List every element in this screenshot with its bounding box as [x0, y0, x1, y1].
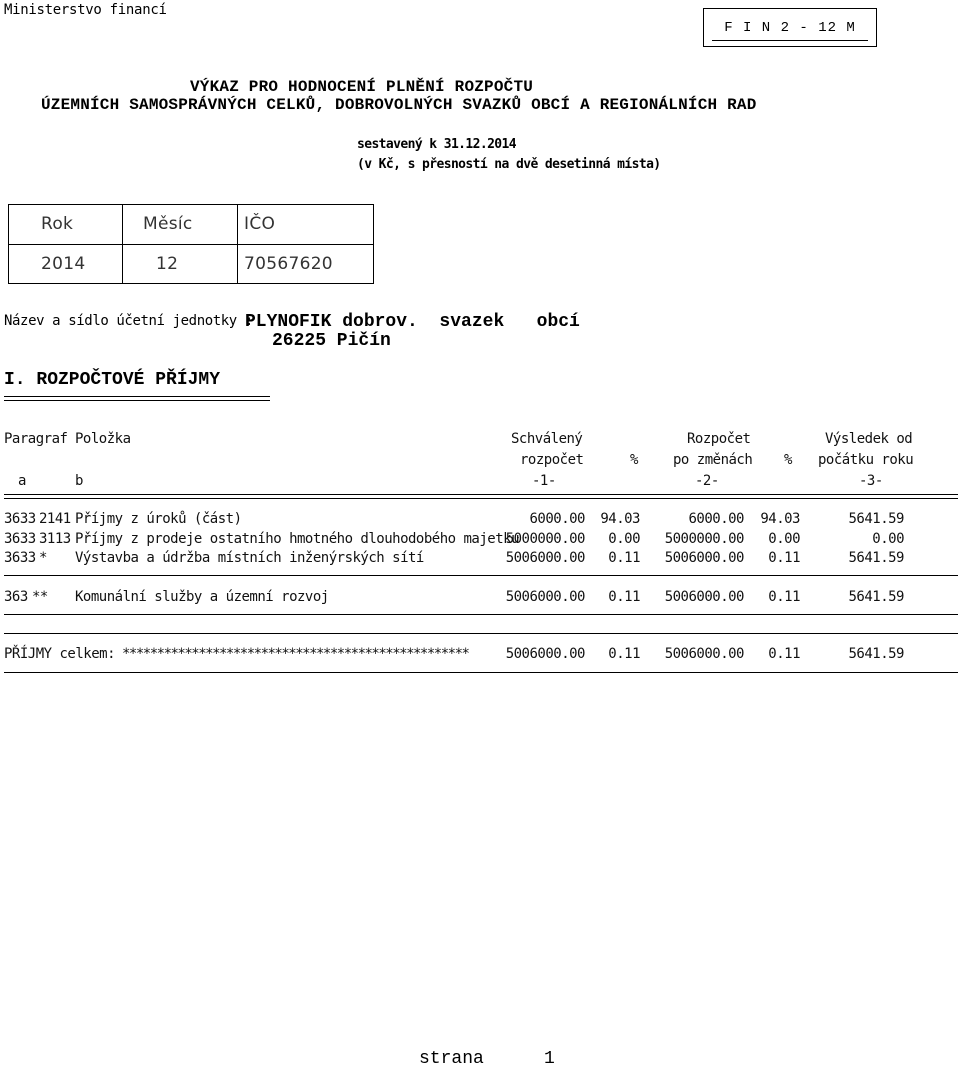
row-pct1: 0.00 [608, 531, 640, 547]
row-polozka: 2141 [39, 511, 71, 527]
col-header-schvaleny-3: -1- [532, 473, 556, 489]
page-label: strana [419, 1049, 484, 1069]
grand-total-stars: ************************************************** [122, 646, 469, 662]
grand-vysledek: 5641.59 [848, 646, 904, 662]
row-polozka: * [39, 550, 47, 566]
section-title: I. ROZPOČTOVÉ PŘÍJMY [4, 370, 221, 390]
period-table [8, 204, 374, 284]
section-underline [4, 400, 270, 401]
row-pct2: 0.00 [768, 531, 800, 547]
row-schvaleny: 5000000.00 [505, 531, 585, 547]
row-rule [4, 575, 958, 576]
row-text: Výstavba a údržba místních inženýrských sítí [75, 550, 424, 566]
period-ico-value: 70567620 [244, 254, 333, 274]
ministry-name: Ministerstvo financí [4, 2, 167, 18]
row-text: Příjmy z úroků (část) [75, 511, 242, 527]
col-header-schvaleny-2: rozpočet [520, 452, 584, 468]
row-text: Příjmy z prodeje ostatního hmotného dlouhodobého majetku [75, 531, 520, 547]
row-paragraf: 3633 [4, 511, 36, 527]
row-upraveny: 5000000.00 [664, 531, 744, 547]
period-year-label: Rok [41, 214, 74, 234]
row-pct2: 0.11 [768, 550, 800, 566]
row-schvaleny: 5006000.00 [505, 550, 585, 566]
form-code-underline [712, 40, 868, 41]
row-paragraf: 3633 [4, 550, 36, 566]
row-pct1: 94.03 [600, 511, 640, 527]
form-code-box [703, 8, 877, 47]
group-pct1: 0.11 [608, 589, 640, 605]
col-header-upraveny-3: -2- [695, 473, 719, 489]
grand-upraveny: 5006000.00 [664, 646, 744, 662]
report-title-line2: ÚZEMNÍCH SAMOSPRÁVNÝCH CELKŮ, DOBROVOLNÝCH SVAZKŮ OBCÍ A REGIONÁLNÍCH RAD [41, 96, 757, 114]
row-pct2: 94.03 [760, 511, 800, 527]
total-rule [4, 672, 958, 673]
grand-pct1: 0.11 [608, 646, 640, 662]
page-number: 1 [544, 1049, 555, 1069]
period-year-value: 2014 [41, 254, 86, 274]
entity-label: Název a sídlo účetní jednotky : [4, 313, 253, 329]
period-row-divider [9, 244, 373, 245]
grand-pct2: 0.11 [768, 646, 800, 662]
period-month-value: 12 [156, 254, 179, 274]
col-header-upraveny-2: po změnách [673, 452, 753, 468]
col-header-vysledek-3: -3- [859, 473, 883, 489]
row-upraveny: 6000.00 [688, 511, 744, 527]
total-rule [4, 633, 958, 634]
col-header-vysledek-2: počátku roku [818, 452, 914, 468]
row-vysledek: 5641.59 [848, 550, 904, 566]
entity-address: 26225 Pičín [272, 331, 391, 351]
header-rule [4, 498, 958, 499]
grand-total-label: PŘÍJMY celkem: [4, 646, 116, 662]
row-vysledek: 5641.59 [848, 511, 904, 527]
group-rule [4, 614, 958, 615]
col-header-upraveny: Rozpočet [687, 431, 751, 447]
group-upraveny: 5006000.00 [664, 589, 744, 605]
form-code: F I N 2 - 12 M [724, 20, 856, 36]
col-header-a: a [18, 473, 26, 489]
entity-name: PLYNOFIK dobrov. svazek obcí [245, 312, 580, 332]
col-header-pct1: % [630, 452, 638, 468]
row-upraveny: 5006000.00 [664, 550, 744, 566]
col-header-vysledek: Výsledek od [825, 431, 913, 447]
section-underline [4, 396, 270, 397]
group-pct2: 0.11 [768, 589, 800, 605]
period-ico-label: IČO [244, 214, 276, 234]
period-month-label: Měsíc [143, 214, 193, 234]
group-text: Komunální služby a územní rozvoj [75, 589, 329, 605]
group-paragraf: 363 [4, 589, 28, 605]
row-pct1: 0.11 [608, 550, 640, 566]
col-header-pct2: % [784, 452, 792, 468]
header-rule [4, 494, 958, 495]
report-date: sestavený k 31.12.2014 [357, 137, 516, 152]
group-vysledek: 5641.59 [848, 589, 904, 605]
col-header-paragraf: Paragraf [4, 431, 68, 447]
col-header-b: b [75, 473, 83, 489]
group-polozka: ** [32, 589, 48, 605]
row-polozka: 3113 [39, 531, 71, 547]
report-title-line1: VÝKAZ PRO HODNOCENÍ PLNĚNÍ ROZPOČTU [190, 78, 534, 96]
row-schvaleny: 6000.00 [529, 511, 585, 527]
col-header-polozka: Položka [75, 431, 131, 447]
col-header-schvaleny: Schválený [511, 431, 583, 447]
row-paragraf: 3633 [4, 531, 36, 547]
group-schvaleny: 5006000.00 [505, 589, 585, 605]
row-vysledek: 0.00 [872, 531, 904, 547]
grand-schvaleny: 5006000.00 [505, 646, 585, 662]
report-units: (v Kč, s přesností na dvě desetinná místa) [357, 157, 661, 172]
